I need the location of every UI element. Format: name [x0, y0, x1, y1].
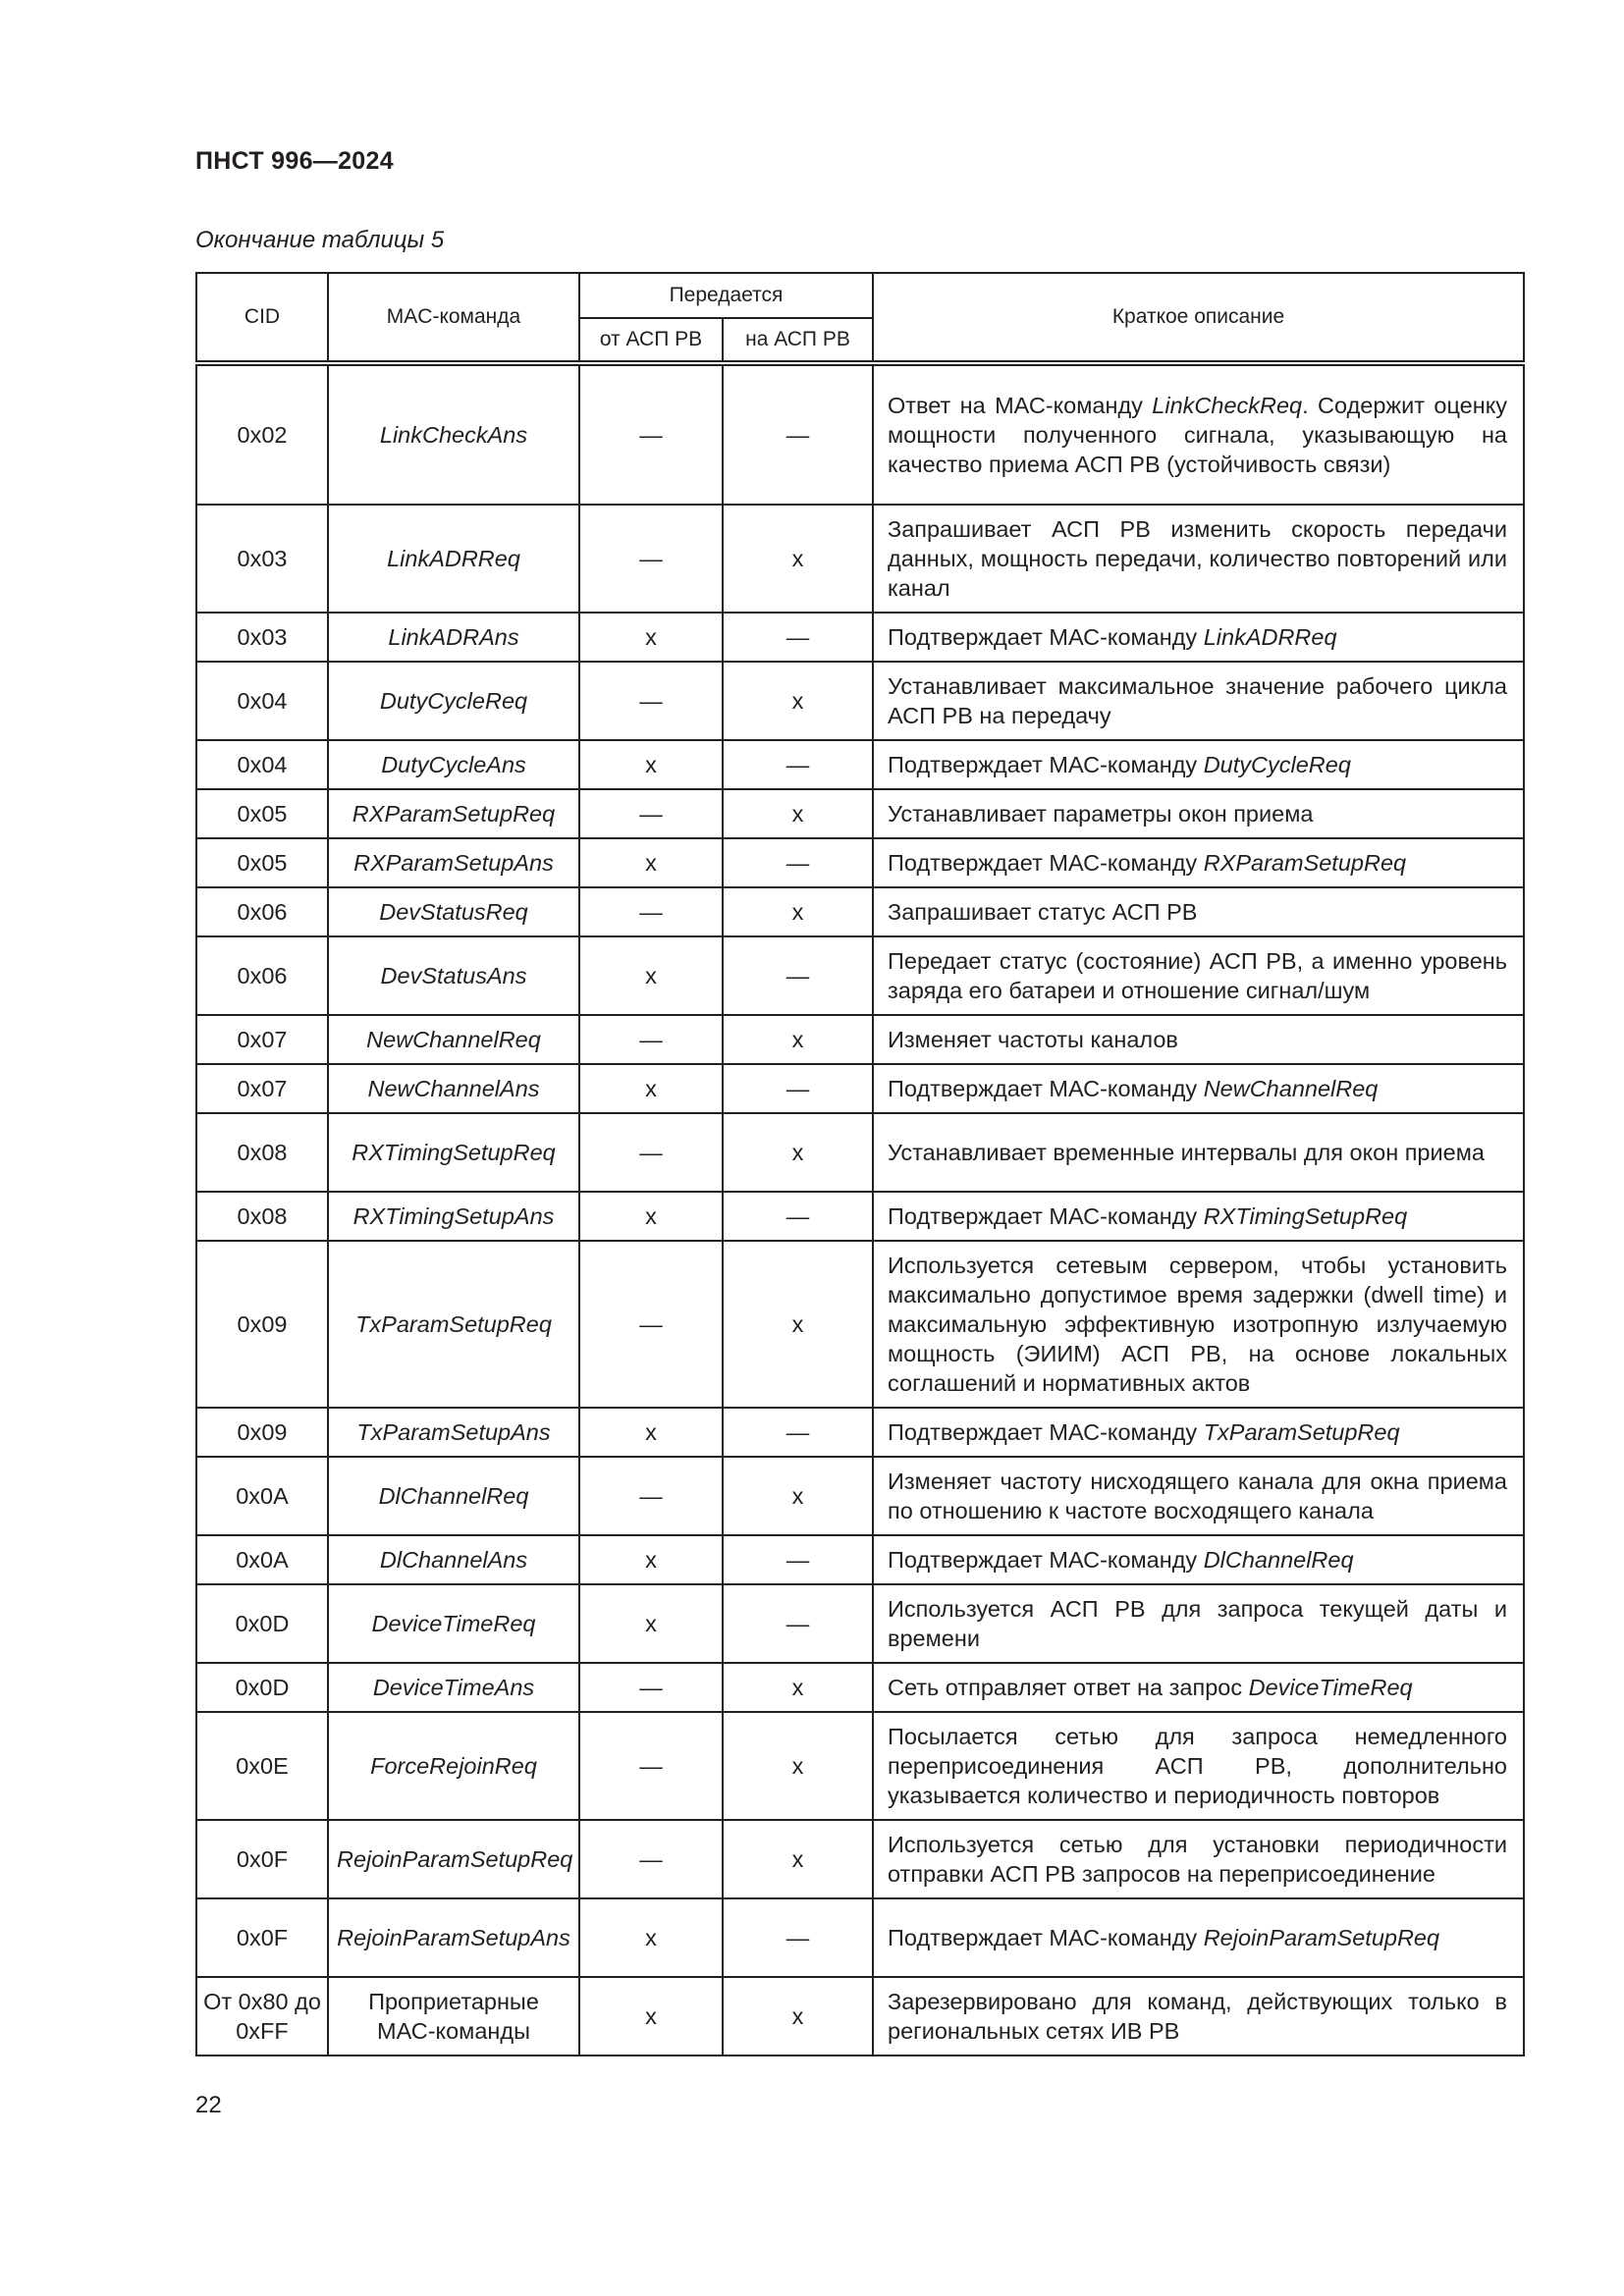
cell-to-device: —	[723, 1408, 873, 1457]
cell-from-device: x	[579, 613, 723, 662]
cell-command: LinkCheckAns	[328, 363, 579, 505]
cell-to-device: —	[723, 740, 873, 789]
cell-description	[873, 1535, 1524, 1584]
header-description: Краткое описание	[873, 273, 1524, 363]
cell-cid: 0x08	[196, 1113, 328, 1192]
cell-cid: 0x05	[196, 838, 328, 887]
description-text: Подтверждает МАС-команду	[888, 624, 1204, 650]
table-row	[196, 613, 1524, 662]
description-text: Посылается сетью для запроса немедленного переприсоединения АСП РВ, дополнительно указывается количество и периодичность повторов	[888, 1724, 1507, 1808]
description-text: Используется сетевым сервером, чтобы установить максимально допустимое время задержки (dwell time) и максимальную эффективную изотропную излучаемую мощность (ЭИИМ) АСП РВ, на основе локальных соглашений и нормативных актов	[888, 1253, 1507, 1396]
cell-to-device: —	[723, 1535, 873, 1584]
description-text: Запрашивает АСП РВ изменить скорость передачи данных, мощность передачи, количество повторений или канал	[888, 516, 1507, 601]
cell-to-device: —	[723, 838, 873, 887]
description-text: Изменяет частоты каналов	[888, 1027, 1178, 1052]
cell-from-device: —	[579, 789, 723, 838]
cell-description	[873, 789, 1524, 838]
cell-from-device: —	[579, 505, 723, 613]
table-row	[196, 662, 1524, 740]
document-code: ПНСТ 996—2024	[195, 147, 394, 175]
description-command-ref: NewChannelReq	[1203, 1076, 1379, 1101]
cell-to-device: x	[723, 887, 873, 936]
cell-cid: 0x0A	[196, 1457, 328, 1535]
table-row	[196, 1712, 1524, 1820]
description-command-ref: LinkADRReq	[1203, 624, 1337, 650]
cell-cid: 0x04	[196, 740, 328, 789]
cell-to-device: x	[723, 1113, 873, 1192]
cell-description	[873, 740, 1524, 789]
table-row	[196, 1241, 1524, 1408]
description-text: Подтверждает МАС-команду	[888, 1925, 1204, 1950]
header-command: MAC-команда	[328, 273, 579, 363]
cell-from-device: —	[579, 1457, 723, 1535]
table-row	[196, 1457, 1524, 1535]
cell-to-device: x	[723, 1457, 873, 1535]
description-text: Устанавливает максимальное значение рабочего цикла АСП РВ на передачу	[888, 673, 1507, 728]
description-text: Изменяет частоту нисходящего канала для окна приема по отношению к частоте восходящего канала	[888, 1468, 1507, 1523]
cell-to-device: —	[723, 1584, 873, 1663]
cell-cid: 0x0E	[196, 1712, 328, 1820]
table-row	[196, 1535, 1524, 1584]
cell-description	[873, 662, 1524, 740]
cell-command: DlChannelReq	[328, 1457, 579, 1535]
table-row	[196, 1663, 1524, 1712]
cell-to-device: x	[723, 1015, 873, 1064]
cell-command: Проприетарные МАС-команды	[328, 1977, 579, 2056]
cell-to-device: x	[723, 1820, 873, 1898]
cell-from-device: x	[579, 1535, 723, 1584]
cell-to-device: —	[723, 1192, 873, 1241]
table-row	[196, 789, 1524, 838]
description-text: Устанавливает временные интервалы для окон приема	[888, 1140, 1485, 1165]
header-transmitted: Передается	[579, 273, 873, 318]
cell-description	[873, 1241, 1524, 1408]
description-text: Подтверждает МАС-команду	[888, 1419, 1204, 1445]
description-command-ref: DutyCycleReq	[1203, 752, 1351, 777]
cell-description	[873, 936, 1524, 1015]
cell-command: RXTimingSetupReq	[328, 1113, 579, 1192]
cell-command: DlChannelAns	[328, 1535, 579, 1584]
description-text: Устанавливает параметры окон приема	[888, 801, 1314, 827]
cell-from-device: —	[579, 1113, 723, 1192]
cell-command: LinkADRAns	[328, 613, 579, 662]
table-row	[196, 936, 1524, 1015]
cell-from-device: x	[579, 740, 723, 789]
description-text: Передает статус (состояние) АСП РВ, а именно уровень заряда его батареи и отношение сигнал/шум	[888, 948, 1507, 1003]
table-row	[196, 1113, 1524, 1192]
cell-description	[873, 1015, 1524, 1064]
table-row	[196, 1192, 1524, 1241]
table-row	[196, 887, 1524, 936]
cell-from-device: x	[579, 1408, 723, 1457]
cell-cid: 0x03	[196, 505, 328, 613]
table-row	[196, 838, 1524, 887]
cell-cid: 0x09	[196, 1408, 328, 1457]
cell-cid: 0x0D	[196, 1663, 328, 1712]
cell-from-device: —	[579, 1820, 723, 1898]
cell-description	[873, 887, 1524, 936]
cell-from-device: —	[579, 363, 723, 505]
cell-to-device: x	[723, 505, 873, 613]
table-caption: Окончание таблицы 5	[195, 227, 445, 253]
cell-description	[873, 1820, 1524, 1898]
cell-command: LinkADRReq	[328, 505, 579, 613]
cell-cid: 0x03	[196, 613, 328, 662]
cell-to-device: x	[723, 1977, 873, 2056]
description-text: Подтверждает МАС-команду	[888, 1203, 1204, 1229]
cell-command: DevStatusReq	[328, 887, 579, 936]
cell-description	[873, 1663, 1524, 1712]
cell-description	[873, 838, 1524, 887]
table-row	[196, 1977, 1524, 2056]
header-from-device: от АСП РВ	[579, 318, 723, 363]
cell-command: RejoinParamSetupAns	[328, 1898, 579, 1977]
cell-command: RXTimingSetupAns	[328, 1192, 579, 1241]
cell-command: DevStatusAns	[328, 936, 579, 1015]
cell-description	[873, 1113, 1524, 1192]
cell-description	[873, 613, 1524, 662]
cell-from-device: x	[579, 1898, 723, 1977]
cell-description	[873, 1408, 1524, 1457]
cell-from-device: x	[579, 936, 723, 1015]
description-text: Подтверждает МАС-команду	[888, 1547, 1204, 1573]
cell-to-device: —	[723, 1064, 873, 1113]
cell-cid: 0x09	[196, 1241, 328, 1408]
description-text: Используется сетью для установки периодичности отправки АСП РВ запросов на переприсоединение	[888, 1832, 1507, 1887]
table-body	[196, 363, 1524, 2056]
description-command-ref: RXParamSetupReq	[1203, 850, 1407, 876]
cell-cid: 0x0F	[196, 1898, 328, 1977]
cell-command: NewChannelAns	[328, 1064, 579, 1113]
description-command-ref: DlChannelReq	[1203, 1547, 1354, 1573]
table-row	[196, 740, 1524, 789]
cell-to-device: x	[723, 662, 873, 740]
cell-from-device: —	[579, 1712, 723, 1820]
cell-to-device: —	[723, 613, 873, 662]
table-row	[196, 1015, 1524, 1064]
cell-cid: 0x0D	[196, 1584, 328, 1663]
description-text: Сеть отправляет ответ на запрос	[888, 1675, 1249, 1700]
cell-command: DutyCycleReq	[328, 662, 579, 740]
cell-cid: 0x07	[196, 1064, 328, 1113]
description-command-ref: LinkCheckReq	[1152, 393, 1303, 418]
table-row	[196, 363, 1524, 505]
cell-cid: 0x05	[196, 789, 328, 838]
cell-to-device: x	[723, 789, 873, 838]
cell-description	[873, 1064, 1524, 1113]
cell-command: RXParamSetupAns	[328, 838, 579, 887]
description-text: Ответ на МАС-команду	[888, 393, 1153, 418]
cell-from-device: x	[579, 1064, 723, 1113]
table-row	[196, 505, 1524, 613]
cell-command: DutyCycleAns	[328, 740, 579, 789]
cell-command: NewChannelReq	[328, 1015, 579, 1064]
cell-cid: 0x0A	[196, 1535, 328, 1584]
mac-commands-table	[195, 272, 1525, 2056]
cell-from-device: —	[579, 887, 723, 936]
description-text: Зарезервировано для команд, действующих только в региональных сетях ИВ РВ	[888, 1989, 1507, 2044]
table-row	[196, 1898, 1524, 1977]
cell-command: ForceRejoinReq	[328, 1712, 579, 1820]
cell-command: RXParamSetupReq	[328, 789, 579, 838]
table-row	[196, 1408, 1524, 1457]
cell-description	[873, 363, 1524, 505]
cell-to-device: x	[723, 1241, 873, 1408]
description-text: Запрашивает статус АСП РВ	[888, 899, 1198, 925]
cell-description	[873, 505, 1524, 613]
cell-command: DeviceTimeReq	[328, 1584, 579, 1663]
cell-from-device: x	[579, 1192, 723, 1241]
description-text: Подтверждает МАС-команду	[888, 850, 1204, 876]
description-text: Используется АСП РВ для запроса текущей даты и времени	[888, 1596, 1507, 1651]
description-text: Подтверждает МАС-команду	[888, 752, 1204, 777]
cell-to-device: x	[723, 1663, 873, 1712]
cell-description	[873, 1898, 1524, 1977]
description-command-ref: RejoinParamSetupReq	[1203, 1925, 1440, 1950]
cell-from-device: —	[579, 1241, 723, 1408]
description-command-ref: RXTimingSetupReq	[1203, 1203, 1408, 1229]
cell-to-device: —	[723, 363, 873, 505]
cell-to-device: —	[723, 936, 873, 1015]
table-row	[196, 1820, 1524, 1898]
cell-command: TxParamSetupAns	[328, 1408, 579, 1457]
header-to-device: на АСП РВ	[723, 318, 873, 363]
cell-cid: 0x0F	[196, 1820, 328, 1898]
table-header	[196, 273, 1524, 363]
cell-command: TxParamSetupReq	[328, 1241, 579, 1408]
cell-cid: От 0x80 до 0xFF	[196, 1977, 328, 2056]
cell-from-device: —	[579, 662, 723, 740]
cell-cid: 0x04	[196, 662, 328, 740]
cell-cid: 0x08	[196, 1192, 328, 1241]
cell-to-device: —	[723, 1898, 873, 1977]
page-number: 22	[195, 2092, 222, 2118]
cell-description	[873, 1712, 1524, 1820]
cell-cid: 0x02	[196, 363, 328, 505]
cell-from-device: x	[579, 838, 723, 887]
cell-from-device: x	[579, 1977, 723, 2056]
description-text: Подтверждает МАС-команду	[888, 1076, 1204, 1101]
cell-from-device: —	[579, 1663, 723, 1712]
cell-cid: 0x06	[196, 887, 328, 936]
table-row	[196, 1584, 1524, 1663]
cell-cid: 0x06	[196, 936, 328, 1015]
cell-description	[873, 1584, 1524, 1663]
cell-from-device: x	[579, 1584, 723, 1663]
description-command-ref: TxParamSetupReq	[1203, 1419, 1400, 1445]
description-text-tail: . Содержит оценку мощности полученного сигнала, указывающую на качество приема АСП РВ (устойчивость связи)	[888, 393, 1508, 477]
table-row	[196, 1064, 1524, 1113]
cell-description	[873, 1192, 1524, 1241]
cell-description	[873, 1457, 1524, 1535]
cell-from-device: —	[579, 1015, 723, 1064]
cell-cid: 0x07	[196, 1015, 328, 1064]
cell-command: DeviceTimeAns	[328, 1663, 579, 1712]
cell-to-device: x	[723, 1712, 873, 1820]
cell-command: RejoinParamSetupReq	[328, 1820, 579, 1898]
description-command-ref: DeviceTimeReq	[1248, 1675, 1413, 1700]
cell-description	[873, 1977, 1524, 2056]
header-cid: CID	[196, 273, 328, 363]
